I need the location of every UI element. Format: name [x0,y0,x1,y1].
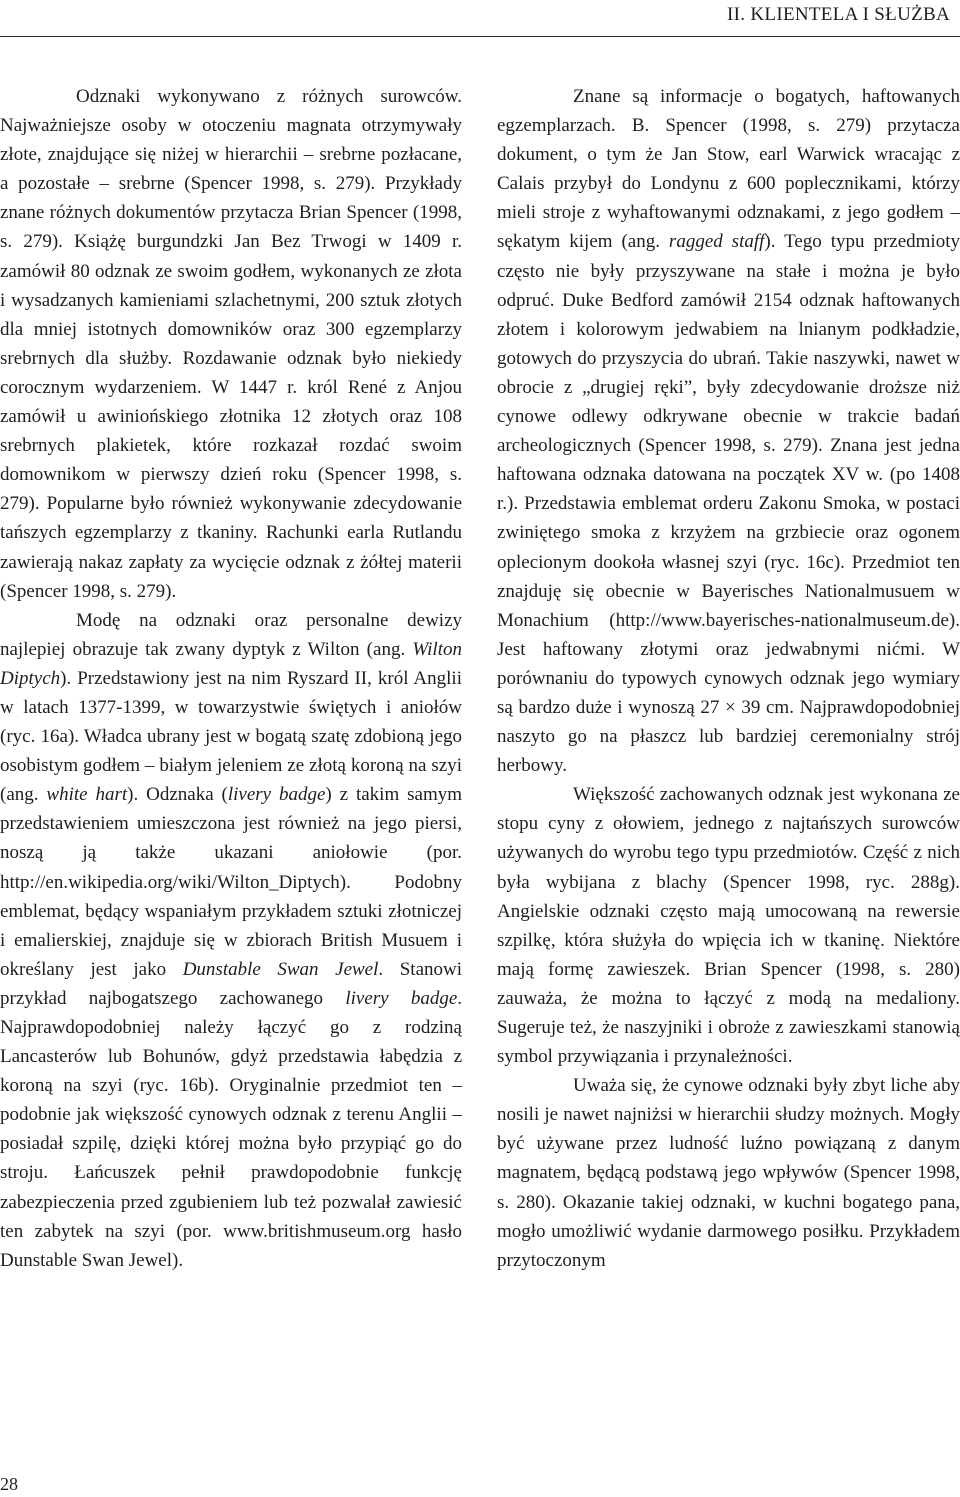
paragraph: Modę na odznaki oraz personalne dewizy najlepiej obrazuje tak zwany dyptyk z Wilton (ang. Wilton Diptych). Przedstawiony jest na nim Ryszard II, król Anglii w latach 1377-1399, w towarzystwie świętych i aniołów (ryc. 16a). Władca ubrany jest w bogatą szatę zdobioną jego osobistym godłem – białym jeleniem ze złotą koroną na szyi (ang. white hart). Odznaka (livery badge) z takim samym przedstawieniem umieszczona jest również na jego piersi, noszą ją także ukazani aniołowie (por. http://en.wikipedia.org/wiki/Wilton_Diptych). Podobny emblemat, będący wspaniałym przykładem sztuki złotniczej i emalierskiej, znajduje się w zbiorach British Musuem i określany jest jako Dunstable Swan Jewel. Stanowi przykład najbogatszego zachowanego livery badge. Najprawdopodobniej należy łączyć go z rodziną Lancasterów lub Bohunów, gdyż przedstawia łabędzia z koroną na szyi (ryc. 16b). Oryginalnie przedmiot ten – podobnie jak większość cynowych odznak z terenu Anglii – posiadał szpilę, dzięki której można było przypiąć go do stroju. Łańcuszek pełnił prawdopodobnie funkcję zabezpieczenia przed zgubieniem lub też pozwalał zawiesić ten zabytek na szyi (por. www.britishmuseum.org hasło Dunstable Swan Jewel). [0,609,463,1271]
page-number: 28 [0,1474,18,1494]
italic-term: livery badge [227,784,326,806]
paragraph: Znane są informacje o bogatych, haftowanych egzemplarzach. B. Spencer (1998, s. 279) przytacza dokument, o tym że Jan Stow, earl Warwick wracając z Calais przybył do Londynu z 600 poplecznikami, którzy mieli stroje z wyhaftowanymi odznakami, z jego godłem – sękatym kijem (ang. ragged staff). Tego typu przedmioty często nie były przyszywane na stałe i można je było odpruć. Duke Bedford zamówił 2154 odznak haftowanych złotem i kolorowym jedwabiem na lnianym podkładzie, gotowych do przyszycia do ubrań. Takie naszywki, nawet w obrocie z „drugiej ręki”, były zdecydowanie droższe niż cynowe odlewy odkrywane obecnie w trakcie badań archeologicznych (Spencer 1998, s. 279). Znana jest jedna haftowana odznaka datowana na początek XV w. (po 1408 r.). Przedstawia emblemat orderu Zakonu Smoka, w postaci zwiniętego smoka z krzyżem na grzbiecie oraz ogonem oplecionym dookoła własnej szyi (ryc. 16c). Przedmiot ten znajduję się obecnie w Bayerisches Nationalmusuem w Monachium (http://www.bayerisches-nationalmuseum.de). Jest haftowany złotymi oraz jedwabnymi nićmi. W porównaniu do typowych cynowych odznak jego wymiary są bardzo duże i wynoszą 27 × 39 cm. Najprawdopodobniej naszyto go na płaszcz lub bardziej ceremonialny strój herbowy. [497,86,960,777]
left-column [0,82,462,1275]
italic-term: livery badge [345,987,458,1009]
italic-term: Dunstable Swan Jewel [182,958,379,980]
italic-term: ragged staff [668,231,765,253]
paragraph: Uważa się, że cynowe odznaki były zbyt liche aby nosili je nawet najniżsi w hierarchii słudzy możnych. Mogły być używane przez ludność luźno powiązaną z danym magnatem, będącą podstawą jego wpływów (Spencer 1998, s. 280). Okazanie takiej odznaki, w kuchni bogatego pana, mogło umożliwić wydanie darmowego posiłku. Przykładem przytoczonym [497,1075,960,1271]
running-header-title: II. KLIENTELA I SŁUŻBA [727,4,950,25]
italic-term: white hart [46,784,128,806]
paragraph: Większość zachowanych odznak jest wykonana ze stopu cyny z ołowiem, jednego z najtańszych surowców używanych do wyrobu tego typu przedmiotów. Część z nich była wybijana z blachy (Spencer 1998, ryc. 288g). Angielskie odznaki często mają umocowaną na rewersie szpilkę, która służyła do wpięcia ich w tkaninę. Niektóre mają formę zawieszek. Brian Spencer (1998, s. 280) zauważa, że można to łączyć z modą na medaliony. Sugeruje też, że naszyjniki i obroże z zawieszkami stanowią symbol przywiązania i przynależności. [497,784,960,1068]
italic-term: Wilton Diptych [0,638,462,689]
right-column [497,82,960,1275]
paragraph: Odznaki wykonywano z różnych surowców. Najważniejsze osoby w otoczeniu magnata otrzymywały złote, znajdujące się niżej w hierarchii – srebrne pozłacane, a pozostałe – srebrne (Spencer 1998, s. 279). Przykłady znane różnych dokumentów przytacza Brian Spencer (1998, s. 279). Książę burgundzki Jan Bez Trwogi w 1409 r. zamówił 80 odznak ze swoim godłem, wykonanych ze złota i wysadzanych kamieniami szlachetnymi, 200 sztuk złotych dla mniej istotnych domowników oraz 300 egzemplarzy srebrnych dla służby. Rozdawanie odznak było niekiedy corocznym wydarzeniem. W 1447 r. król René z Anjou zamówił u awiniońskiego złotnika 12 złotych oraz 108 srebrnych plakietek, które rozkazał rozdać swoim domownikom w pierwszy dzień roku (Spencer 1998, s. 279). Popularne było również wykonywanie zdecydowanie tańszych egzemplarzy z tkaniny. Rachunki earla Rutlandu zawierają nakaz zapłaty za wycięcie odznak z żółtej materii (Spencer 1998, s. 279). [0,86,462,602]
running-header [0,0,960,38]
header-rule [0,36,960,37]
